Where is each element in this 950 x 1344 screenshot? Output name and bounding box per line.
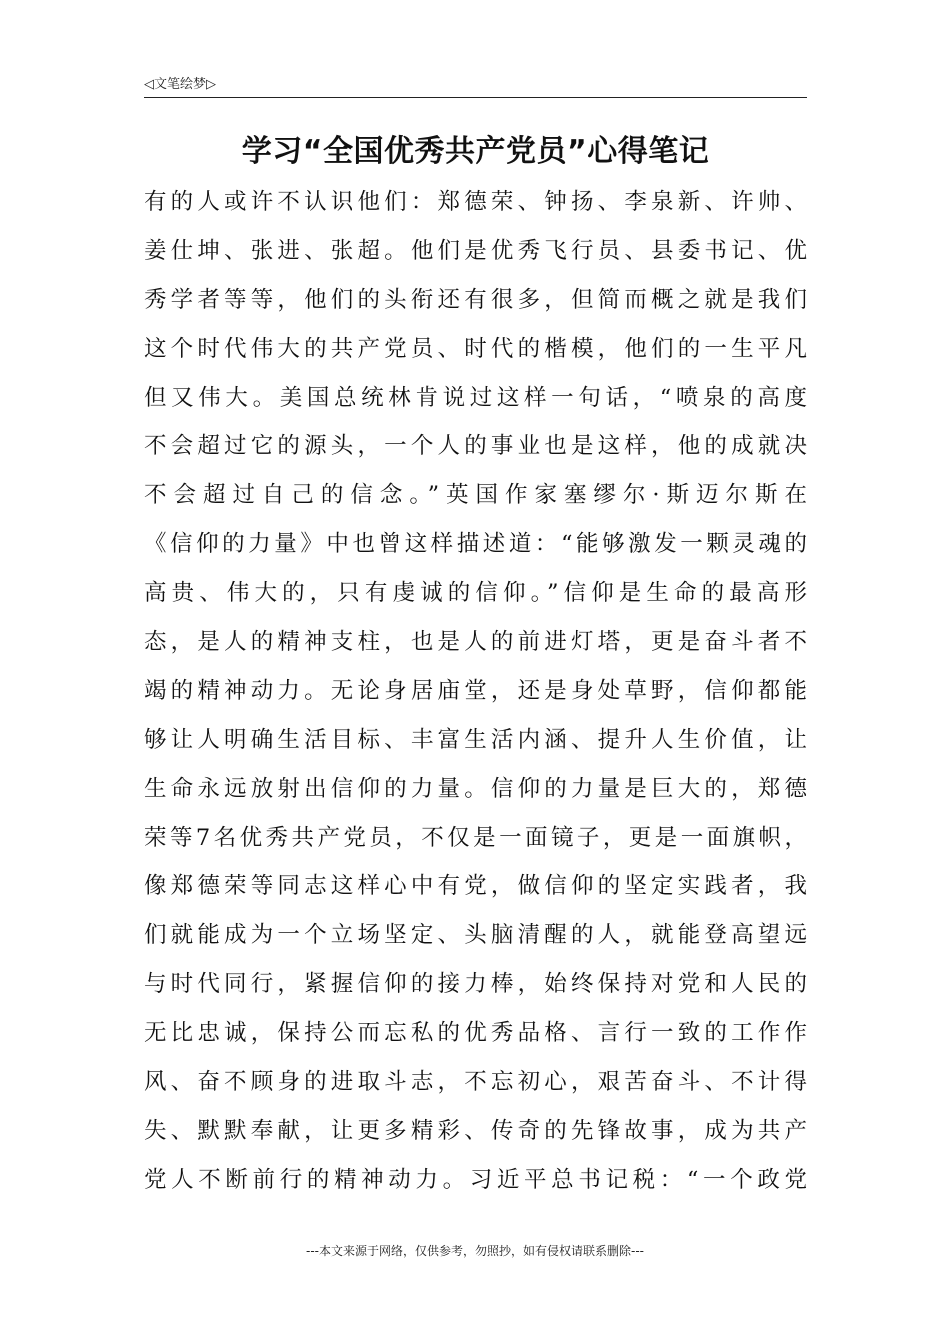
body-line: 秀学者等等，他们的头衔还有很多，但简而概之就是我们	[144, 286, 807, 313]
body-line: 态，是人的精神支柱，也是人的前进灯塔，更是奋斗者不	[144, 629, 807, 656]
page-header	[144, 76, 807, 98]
body-line: 竭的精神动力。无论身居庙堂，还是身处草野，信仰都能	[144, 677, 807, 704]
body-line: 荣等7名优秀共产党员，不仅是一面镜子，更是一面旗帜，	[144, 824, 807, 851]
body-line: 这个时代伟大的共产党员、时代的楷模，他们的一生平凡	[144, 335, 807, 362]
body-line: 有的人或许不认识他们：郑德荣、钟扬、李泉新、许帅、	[144, 189, 807, 215]
body-line: 不会超过自己的信念。”英国作家塞缪尔·斯迈尔斯在	[144, 482, 807, 509]
body-line: 高贵、伟大的，只有虔诚的信仰。”信仰是生命的最高形	[144, 580, 807, 607]
body-line: 不会超过它的源头，一个人的事业也是这样，他的成就决	[144, 433, 807, 460]
footer-disclaimer: ---本文来源于网络，仅供参考，勿照抄，如有侵权请联系删除---	[306, 1244, 644, 1258]
document-title: 学习“全国优秀共产党员”心得笔记	[241, 134, 710, 169]
body-line: 姜仕坤、张进、张超。他们是优秀飞行员、县委书记、优	[144, 237, 807, 264]
body-line: 与时代同行，紧握信仰的接力棒，始终保持对党和人民的	[144, 971, 807, 998]
body-line: 生命永远放射出信仰的力量。信仰的力量是巨大的，郑德	[144, 775, 807, 802]
body-line: 风、奋不顾身的进取斗志，不忘初心，艰苦奋斗、不计得	[144, 1069, 807, 1096]
body-line: 们就能成为一个立场坚定、头脑清醒的人，就能登高望远	[144, 922, 807, 949]
body-line: 像郑德荣等同志这样心中有党，做信仰的坚定实践者，我	[144, 873, 807, 900]
body-line: 无比忠诚，保持公而忘私的优秀品格、言行一致的工作作	[144, 1020, 807, 1047]
body-text	[144, 178, 807, 1205]
body-line: 失、默默奉献，让更多精彩、传奇的先锋故事，成为共产	[144, 1117, 807, 1144]
header-label: ◁文笔绘梦▷	[144, 77, 216, 92]
body-line: 党人不断前行的精神动力。习近平总书记税：“一个政党	[144, 1166, 807, 1193]
body-line: 够让人明确生活目标、丰富生活内涵、提升人生价值，让	[144, 726, 807, 753]
body-line: 但又伟大。美国总统林肯说过这样一句话，“喷泉的高度	[144, 384, 807, 411]
body-line: 《信仰的力量》中也曾这样描述道：“能够激发一颗灵魂的	[144, 531, 807, 558]
